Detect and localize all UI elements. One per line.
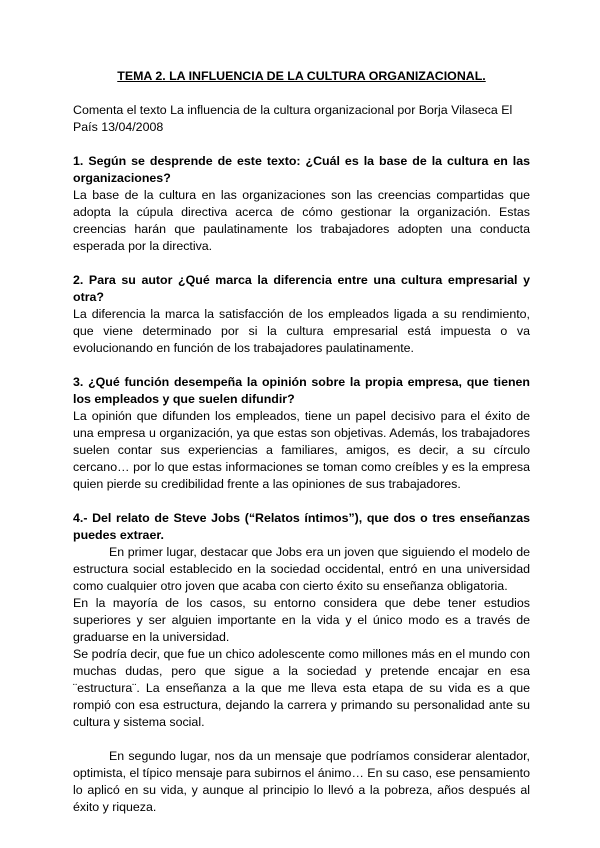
section-2 [73,272,530,357]
answer-4-paragraph-1: En primer lugar, destacar que Jobs era un joven que siguiendo el modelo de estructura social establecido en la sociedad occidental, entró en una universidad como cualquier otro joven que acaba con cierto éxito su enseñanza obligatoria. [73,545,530,593]
document-title: TEMA 2. LA INFLUENCIA DE LA CULTURA ORGANIZACIONAL. [117,69,486,83]
answer-4-paragraph-3: Se podría decir, que fue un chico adolescente como millones más en el mundo con muchas dudas, pero que sigue a la sociedad y pretende encajar en esa ¨estructura¨. La enseñanza a la que me lleva esta etapa de su vida es a que rompió con esa estructura, dejando la carrera y primando su personalidad ante su cultura y sistema social. [73,647,530,729]
section-4 [73,510,530,816]
answer-4-paragraph-4: En segundo lugar, nos da un mensaje que podríamos considerar alentador, optimista, el típico mensaje para subirnos el ánimo… En su caso, ese pensamiento lo aplicó en su vida, y aunque al principio lo llevó a la pobreza, años después al éxito y riqueza. [73,749,530,814]
section-3 [73,374,530,493]
answer-3: La opinión que difunden los empleados, tiene un papel decisivo para el éxito de una empresa u organización, ya que estas son objetivas. Además, los trabajadores suelen contar sus experiencias a familiares, amigos, es decir, a su círculo cercano… por lo que estas informaciones se toman como creíbles y es la empresa quien pierde su credibilidad frente a las opiniones de sus trabajadores. [73,409,530,491]
answer-4-paragraph-2: En la mayoría de los casos, su entorno considera que debe tener estudios superiores y ser alguien importante en la vida y el único modo es a través de graduarse en la universidad. [73,596,530,644]
question-1: 1. Según se desprende de este texto: ¿Cuál es la base de la cultura en las organizaciones? [73,154,530,185]
question-2: 2. Para su autor ¿Qué marca la diferencia entre una cultura empresarial y otra? [73,273,530,304]
answer-1: La base de la cultura en las organizaciones son las creencias compartidas que adopta la cúpula directiva acerca de cómo gestionar la organización. Estas creencias harán que paulatinamente los trabajadores adopten una conducta esperada por la directiva. [73,188,530,253]
answer-2: La diferencia la marca la satisfacción de los empleados ligada a su rendimiento, que viene determinado por si la cultura empresarial está impuesta o va evolucionando en función de los trabajadores paulatinamente. [73,307,530,355]
question-4: 4.- Del relato de Steve Jobs (“Relatos íntimos”), que dos o tres enseñanzas puedes extraer. [73,511,530,542]
intro-text: Comenta el texto La influencia de la cultura organizacional por Borja Vilaseca El País 13/04/2008 [73,103,513,134]
paragraph-spacer [73,731,530,748]
question-3: 3. ¿Qué función desempeña la opinión sobre la propia empresa, que tienen los empleados y que suelen difundir? [73,375,530,406]
section-1 [73,153,530,255]
